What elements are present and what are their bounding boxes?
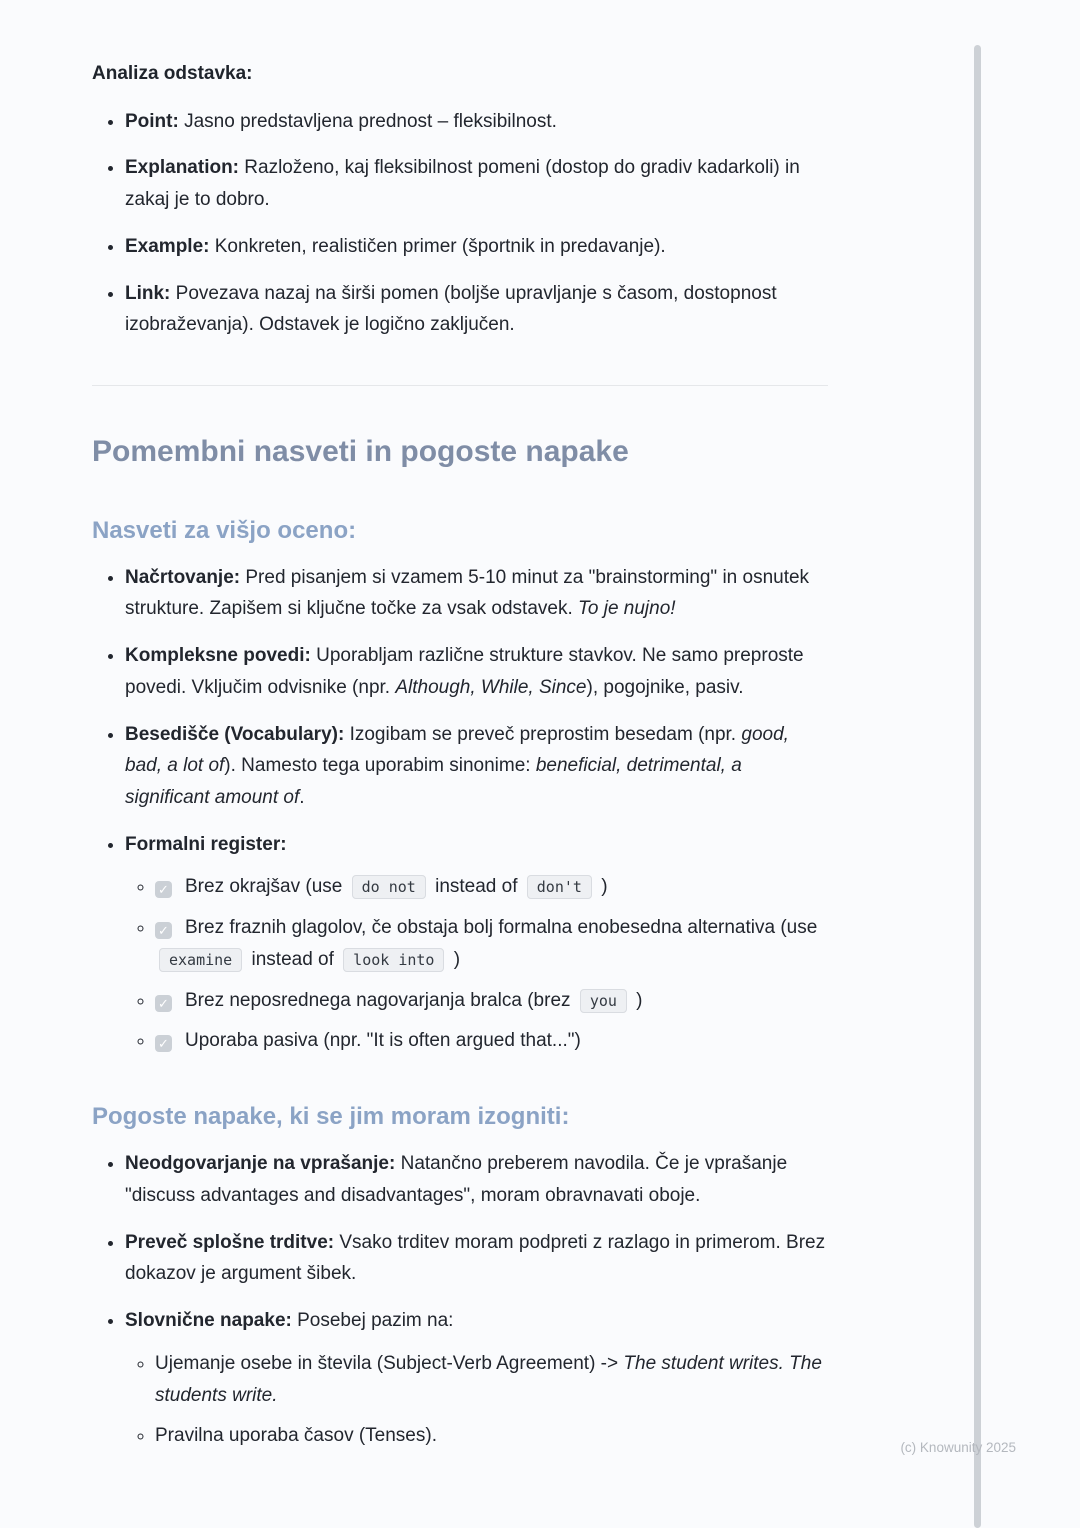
text-run: Slovnične napake:	[125, 1310, 292, 1332]
checklist-item	[155, 1025, 828, 1057]
grammar-sublist	[125, 1348, 828, 1452]
text-run: Explanation:	[125, 157, 240, 179]
text-run: Pred pisanjem si vzamem 5-10 minut za "brainstorming" in osnutek strukture. Zapišem si ključne točke za vsak odstavek.	[125, 566, 810, 620]
section-title: Pomembni nasveti in pogoste napake	[92, 435, 629, 469]
mistakes-list	[92, 1148, 828, 1452]
text-run: Vsako trditev moram podpreti z razlago in primerom. Brez dokazov je argument šibek.	[125, 1231, 826, 1285]
checklist-item-text	[185, 876, 608, 897]
text-run: )	[448, 948, 461, 970]
mistake-item	[125, 1227, 828, 1290]
text-run: Izogibam se preveč preprostim besedam (npr.	[344, 723, 742, 745]
text-run: beneficial, detrimental, a significant amount of	[125, 755, 742, 809]
text-run: Link:	[125, 282, 171, 304]
text-run: )	[595, 876, 608, 898]
checkbox-checked-icon: ✓	[155, 922, 172, 939]
text-run: The student writes. The students write.	[155, 1352, 822, 1406]
mistake-item	[125, 1148, 828, 1211]
scrollbar-thumb[interactable]	[974, 45, 981, 1528]
text-run: Uporaba pasiva (npr. "It is often argued that...")	[185, 1030, 581, 1052]
text-run: Načrtovanje:	[125, 566, 241, 588]
text-run: Natančno preberem navodila. Če je vprašanje "discuss advantages and disadvantages", moram obravnavati oboje.	[125, 1153, 788, 1206]
checkbox-checked-icon: ✓	[155, 995, 172, 1012]
text-run: ), pogojnike, pasiv.	[586, 676, 744, 698]
text-run: Ujemanje osebe in števila (Subject-Verb Agreement) ->	[155, 1352, 624, 1374]
checkbox-checked-icon: ✓	[155, 1035, 172, 1052]
mistake-item-label	[125, 1310, 453, 1331]
tip-item	[125, 640, 828, 703]
text-run: Razloženo, kaj fleksibilnost pomeni (dostop do gradiv kadarkoli) in zakaj je to dobro.	[125, 157, 800, 211]
grammar-item	[155, 1420, 828, 1452]
text-run: Point:	[125, 110, 179, 132]
checklist-item	[155, 912, 828, 975]
text-run: Example:	[125, 235, 210, 257]
scrollbar[interactable]	[974, 0, 982, 1528]
analysis-item	[125, 278, 828, 341]
tips-heading: Nasveti za višjo oceno:	[92, 516, 357, 544]
tip-item	[125, 829, 828, 1057]
text-run: .	[299, 787, 305, 809]
checklist-item	[155, 871, 828, 903]
text-run: Formalni register:	[125, 833, 287, 855]
analysis-heading: Analiza odstavka:	[92, 63, 253, 84]
text-run: Preveč splošne trditve:	[125, 1231, 335, 1253]
text-run: Pravilna uporaba časov (Tenses).	[155, 1425, 437, 1447]
analysis-item	[125, 106, 828, 138]
analysis-list	[92, 106, 828, 341]
mistake-item	[125, 1305, 828, 1452]
checklist-item-text	[185, 1030, 581, 1051]
text-run: Brez okrajšav (use	[185, 876, 348, 898]
tip-item	[125, 719, 828, 814]
tip-item	[125, 562, 828, 625]
text-run: )	[630, 989, 643, 1011]
text-run: Besedišče (Vocabulary):	[125, 723, 345, 745]
inline-code: do not	[352, 875, 426, 899]
text-run: instead of	[246, 948, 340, 970]
document-page	[92, 58, 828, 1467]
text-run: ). Namesto tega uporabim sinonime:	[224, 755, 536, 777]
text-run: Jasno predstavljena prednost – fleksibilnost.	[178, 110, 557, 132]
analysis-item	[125, 152, 828, 215]
tip-item-label	[125, 834, 287, 855]
inline-code: look into	[343, 948, 444, 972]
checklist-item-text	[155, 917, 817, 970]
text-run: good, bad, a lot of	[125, 723, 789, 777]
inline-code: examine	[159, 948, 242, 972]
text-run: Neodgovarjanje na vprašanje:	[125, 1153, 396, 1175]
text-run: Brez fraznih glagolov, če obstaja bolj formalna enobesedna alternativa (use	[185, 917, 818, 939]
text-run: Although, While, Since	[395, 676, 587, 698]
text-run: Povezava nazaj na širši pomen (boljše upravljanje s časom, dostopnost izobraževanja). Odstavek je logično zaključen.	[125, 282, 777, 336]
checkbox-checked-icon: ✓	[155, 881, 172, 898]
inline-code: you	[580, 989, 627, 1013]
checklist-item	[155, 985, 828, 1017]
watermark: (c) Knowunity 2025	[900, 1440, 1016, 1455]
checklist-item-text	[185, 990, 643, 1011]
tips-list	[92, 562, 828, 1057]
text-run: Posebej pazim na:	[291, 1310, 454, 1332]
mistakes-heading: Pogoste napake, ki se jim moram izogniti:	[92, 1103, 570, 1131]
text-run: Kompleksne povedi:	[125, 645, 311, 667]
formal-register-checklist	[125, 871, 828, 1057]
text-run: instead of	[429, 876, 523, 898]
text-run: To je nujno!	[578, 598, 676, 620]
section-divider	[92, 385, 828, 386]
analysis-item	[125, 231, 828, 263]
text-run: Brez neposrednega nagovarjanja bralca (brez	[185, 989, 576, 1011]
grammar-item	[155, 1348, 828, 1411]
text-run: Konkreten, realističen primer (športnik in predavanje).	[209, 235, 666, 257]
inline-code: don't	[527, 875, 592, 899]
text-run: Uporabljam različne strukture stavkov. Ne samo preproste povedi. Vključim odvisnike (npr.	[125, 645, 804, 698]
